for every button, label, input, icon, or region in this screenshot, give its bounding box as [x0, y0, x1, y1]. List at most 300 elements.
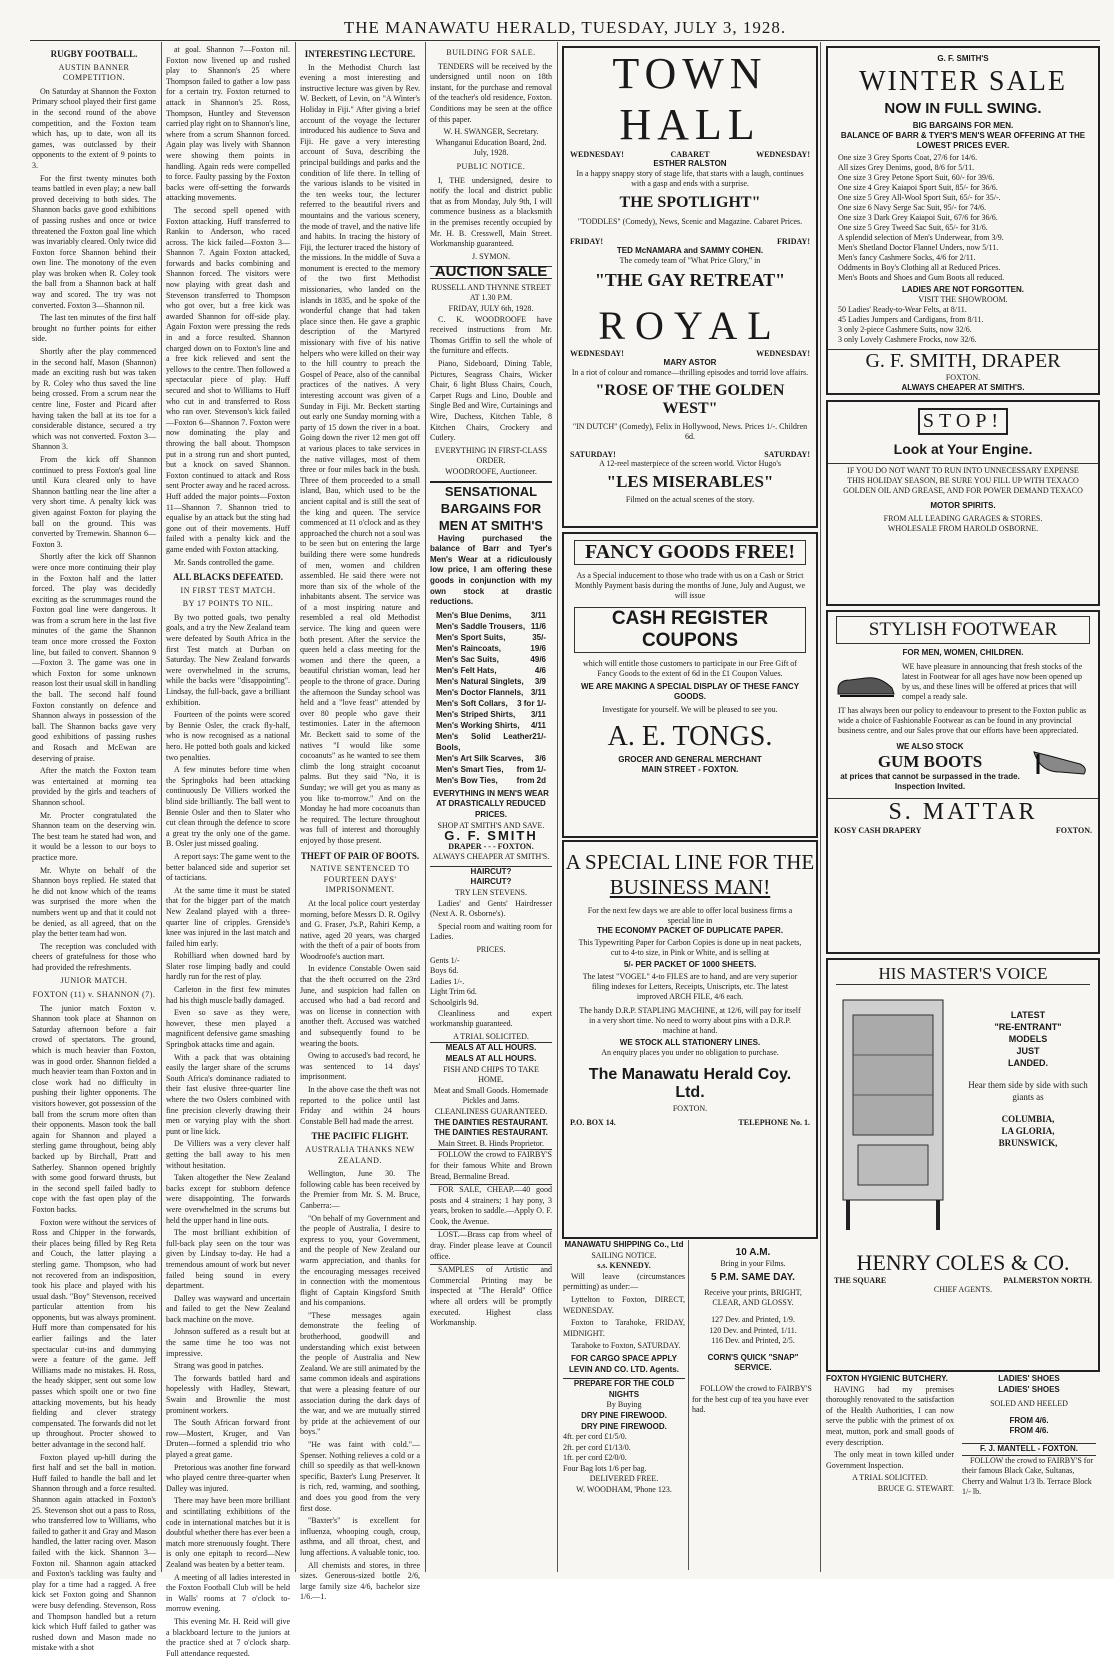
sale-line: A splendid selection of Men's Underwear, from 3/9.	[838, 233, 1004, 242]
item-price: 11/6	[530, 621, 546, 631]
shoes-title: LADIES' SHOES	[998, 1384, 1060, 1394]
paragraph: Fourteen of the points were scored by Bennie Osler, the crack fly-half, who is now recognised as a national hero. He potted both goals and kicked two penalties.	[166, 710, 290, 762]
footwear-title: STYLISH FOOTWEAR	[836, 616, 1090, 644]
tongs-sub: MAIN STREET - FOXTON.	[641, 765, 739, 774]
subheading: BY 17 POINTS TO NIL.	[182, 599, 274, 609]
gfs-label: G. F. SMITH'S	[937, 54, 989, 63]
signature: WOODROOFE, Auctioneer.	[445, 466, 537, 476]
subheading: IN FIRST TEST MATCH.	[180, 585, 276, 595]
item-name: Men's Blue Denims,	[436, 610, 512, 620]
paragraph: Foxton were without the services of Ross and Chipper in the forwards, their places being filled by Reg Reta and Couch, the latter playing a sterling game. Thompson, who had not recovered from an indisposition, took his place and played with his usual dash. "Boy" Stevenson, received particular attention from his opponents, but was always prominent. Huff more than compensated for his earlier failings and the later spectacular cut-ins and dummying were a feature of the game. Jeff Williams made no mistakes. H. Ross, the heady skipper, sent out some low passes which spoilt one or two fine attacking movements, but his heady fielding and clever strategy compensated. The forwards did not let up throughout. Procter showed to better advantage in the second half.	[32, 1217, 156, 1449]
item-price: 35/-	[532, 632, 546, 642]
paragraph: Strang was good in patches.	[174, 1361, 264, 1371]
price-row	[430, 665, 552, 676]
paragraph: Main Street. B. Hinds Proprietor.	[438, 1138, 544, 1148]
headline: ALL BLACKS DEFEATED.	[172, 572, 284, 583]
item-name: Men's Doctor Flannels,	[436, 687, 524, 697]
column-lecture	[300, 45, 420, 1602]
coles-name: HENRY COLES & CO.	[856, 1250, 1070, 1275]
headline: PUBLIC NOTICE.	[456, 161, 526, 171]
ship-title: MANAWATU SHIPPING Co., Ltd	[564, 1240, 684, 1249]
auction-title: AUCTION SALE	[430, 266, 552, 279]
gf-smith-sub: ALWAYS CHEAPER AT SMITH'S.	[432, 852, 550, 862]
paragraph: The junior match Foxton v. Shannon took place at Shannon on Saturday afternoon before a fair crowd of spectators. The ground, which is much heavier than Foxton, was in good order. Shannon fielded a much heavier team than Foxton and in close work had no difficulty in pushing their lighter opponents. The visitors however, got possession of the ball from the scrum more often than their opponents. Mason took the ball again for Shannon and played a sterling game throughout, being ably backed up by Birchall, Pratt and Satherley. Shannon opened brightly with some good forward thrusts, but in the second spell failed badly to cope with the fast open play of the Foxton backs.	[32, 1003, 156, 1214]
wood-price: 4ft. per cord £1/5/0.	[563, 1432, 627, 1442]
special-title: A SPECIAL LINE FOR THE	[565, 850, 815, 874]
herald-contact	[564, 1118, 816, 1127]
price-row	[430, 764, 552, 775]
paragraph: Mr. Sands controlled the game.	[174, 557, 274, 567]
mattar-row	[828, 826, 1098, 835]
paragraph: WHOLESALE FROM HAROLD OSBORNE.	[887, 524, 1039, 533]
sale-line: Men's Boots and Shoes and Gum Boots all reduced.	[838, 273, 1005, 282]
ladies-line-list	[828, 305, 1098, 345]
paragraph: A meeting of all ladies interested in the Foxton Football Club will be held in Walls' rooms at 7 o'clock to-morrow evening.	[166, 1572, 290, 1614]
item-price: 3/11	[530, 709, 546, 719]
gramophone-block	[828, 989, 958, 1246]
prep-title: PREPARE FOR THE COLD NIGHTS	[563, 1378, 685, 1400]
ship-name: s.s. KENNEDY.	[597, 1261, 651, 1271]
column-rule	[425, 42, 426, 1572]
hair-price: Gents 1/-	[430, 955, 460, 965]
price-row	[430, 643, 552, 654]
price-row	[430, 720, 552, 731]
paragraph: Lyttelton to Foxton, DIRECT, WEDNESDAY.	[563, 1294, 685, 1315]
item-name: Men's Striped Shirts,	[436, 709, 516, 719]
paragraph: Bring in your Films.	[720, 1258, 786, 1268]
paragraph: The second spell opened with Foxton attacking. Huff transferred to Rankin to Anderson, who raced across. The kick failed—Foxton 3—Shannon 7. Again Foxton attacked, forwards and backs combining and Shannon forced. The visitors were now playing with great dash and Stevenson transferred to Thompson who got over, but a free kick was awarded Shannon for off-side play. Again Foxton were pressing the reds in and a force resulted. Shannon charged down on to Foxton's line and a free kick relieved and sent the yellows to the centre. Then followed a spectacular piece of play. Huff secured and shot to Williams to Huff who cut in and transferred to Ross who ran over. Stevenson's kick failed—Foxton 6—Shannon 7. Foxton were now dominating the play and throwing the ball about. Thompson put in a strong run and short punted, but a knock on saved Shannon. Foxton continued to attack and Ross sent Procter away and he raced across. Huff added the major points—Foxton 11—Shannon 7. Shannon tried to equalise by an attack but the sting had gone out of their movements. Huff failed with a penalty kick and the game ended with Foxton attacking.	[166, 205, 290, 554]
herald-sub: FOXTON.	[672, 1104, 708, 1113]
paragraph: This Typewriting Paper for Carbon Copies is done up in neat packets, cut to 4-to size, in Pink or White, and is selling at	[578, 938, 802, 957]
paragraph: Four Bag lots 1/6 per bag.	[563, 1463, 647, 1473]
price-row	[430, 632, 552, 643]
item-name: Men's Natural Singlets,	[436, 676, 524, 686]
price-row	[430, 731, 552, 753]
paragraph: Owing to accused's bad record, he was sentenced to 14 days' imprisonment.	[300, 1051, 420, 1082]
masthead-rule	[30, 40, 1100, 41]
item-price: from 1/-	[516, 764, 546, 774]
paragraph: I, THE undersigned, desire to notify the local and district public that as from Monday, July 9th, I will commence business as a blacksmith in the premises recently occupied by Mr. H. B. Cresswell, Main Street. Workmanship guaranteed.	[430, 175, 552, 249]
paragraph: The latest "VOGEL" 4-to FILES are to hand, and are very superior filing indexes for Letters, Receipts, Uniscripts, etc. The latest improved ARCH FILE, 4/6 each.	[582, 972, 798, 1001]
meals-title: MEALS AT ALL HOURS.	[445, 1053, 537, 1063]
paragraph: The South African forward front row—Mostert, Kruger, and Van Druten—formed a splendid trio who played a great game.	[166, 1418, 290, 1459]
paragraph: At the local police court yesterday morning, before Messrs D. R. Ogilvy and G. Fraser, J's.P., Rahiri Kemp, a native, aged 20 years, was charged with the theft of a pair of boots from Woodroofe's auction mart.	[300, 898, 420, 961]
wood-price: 1ft. per cord £2/0/0.	[563, 1453, 627, 1463]
paragraph: Robilliard when downed hard by Slater rose limping badly and could hardly run for the rest of play.	[166, 951, 290, 982]
winter-sale-title: WINTER SALE	[859, 66, 1067, 97]
day-label: WEDNESDAY!	[570, 150, 624, 159]
paragraph: BALANCE OF BARR & TYER'S MEN'S WEAR OFFERING AT THE LOWEST PRICES EVER.	[840, 131, 1086, 150]
price-row	[430, 709, 552, 720]
film-blurb: A 12-reel masterpiece of the screen world. Victor Hugo's	[599, 459, 781, 468]
paragraph: at prices that cannot be surpassed in the trade. Inspection Invited.	[840, 772, 1020, 791]
item-name: Men's Raincoats,	[436, 643, 502, 653]
rival-name: COLUMBIA,	[1001, 1114, 1055, 1124]
paragraph: "On behalf of my Government and the people of Australia, I desire to express to you, your Government, and the people of New Zealand our warm appreciation, and thanks for the encouraging messages received in connection with the momentous flight of Captain Kingsford Smith and his companions.	[300, 1213, 420, 1308]
paragraph: Hear them side by side with such giants as	[968, 1080, 1088, 1102]
paragraph: MODELS	[1008, 1034, 1048, 1044]
paragraph: All chemists and stores, in three sizes. Generous-sized bottle 2/6, large family size 4/6, bachelor size 1/6.—1.	[300, 1560, 420, 1602]
rival-name: BRUNSWICK,	[998, 1138, 1058, 1148]
shoes-title: LADIES' SHOES	[998, 1374, 1060, 1383]
film-title: "LES MISERABLES"	[606, 472, 774, 491]
signature: Whanganui Education Board, 2nd. July, 1928.	[435, 137, 547, 158]
auction-date: FRIDAY, JULY 6th, 1928.	[448, 304, 534, 314]
price-row	[430, 698, 552, 709]
sale-line: One size 3 Grey Petone Sport Suit, 60/- for 39/6.	[838, 173, 995, 182]
day-label: WEDNESDAY!	[756, 150, 810, 159]
paragraph: EVERYTHING IN FIRST-CLASS ORDER.	[434, 445, 548, 466]
special-title: BUSINESS MAN!	[609, 875, 771, 899]
herald-name: The Manawatu Herald Coy. Ltd.	[588, 1066, 792, 1101]
paragraph: FOR MEN, WOMEN, CHILDREN.	[902, 648, 1024, 657]
column-rule	[557, 42, 558, 1572]
item-price: 3/11	[530, 687, 546, 697]
subheading: JUNIOR MATCH.	[60, 976, 128, 986]
star-name: ESTHER RALSTON	[653, 159, 727, 168]
sensational-title: MEN AT SMITH'S	[438, 517, 544, 533]
paragraph: A TRIAL SOLICITED.	[453, 1031, 529, 1041]
star-name: MARY ASTOR	[663, 358, 717, 367]
price-row	[430, 610, 552, 621]
paragraph: Cleanliness and expert workmanship guaranteed.	[430, 1008, 552, 1029]
ladies-line: 45 Ladies Jumpers and Cardigans, from 8/11.	[838, 315, 984, 324]
paragraph: With a pack that was obtaining easily the larger share of the scrums South Africa's dominance radiated to their fast elusive three-quarter line where the two Oslers combined with fine precision cleverly drawing their men or varying play with the short punt or line kick.	[166, 1052, 290, 1136]
day-label: WEDNESDAY!	[570, 349, 624, 358]
royal-ad	[562, 296, 818, 528]
price-row	[430, 687, 552, 698]
tongs-ad	[562, 532, 818, 838]
paragraph: The most brilliant exhibition of full-back play seen on the tour was given by Lindsay to-day. He had a tremendous amount of work but never failed being sound in every department.	[166, 1228, 290, 1291]
mantell-name: F. J. MANTELL - FOXTON.	[962, 1443, 1096, 1455]
column-rule	[161, 42, 162, 1572]
coles-sub: THE SQUARE	[834, 1276, 887, 1285]
paragraph: "These messages again demonstrate the feeling of brotherhood, goodwill and understanding which exist between the people of Australia and New Zealand. We are still animated by the same common ideals and aspirations that were a pleasing feature of our association during the dark days of the war, and we are mutually stirred by pride at the achievement of our boys."	[300, 1310, 420, 1437]
paragraph: SOLED AND HEELED	[990, 1399, 1068, 1409]
paragraph: Having purchased the balance of Barr and Tyer's Men's Wear at a ridiculously low price, I am offering these goods in conjunction with my own stock at drastic reductions.	[430, 533, 552, 607]
day-label: FRIDAY!	[570, 237, 604, 246]
column-rule	[295, 42, 296, 1572]
mattar-name: S. MATTAR	[828, 798, 1098, 826]
sensational-title: BARGAINS FOR	[440, 500, 542, 516]
film-blurb: In a riot of colour and romance—thrilling episodes and torrid love affairs.	[571, 368, 809, 377]
signature: BRUCE G. STEWART.	[877, 1483, 954, 1493]
paragraph: WE ALSO STOCK	[896, 742, 964, 751]
film-time: 5 P.M. SAME DAY.	[711, 1272, 795, 1284]
winter-sale-ad	[826, 46, 1100, 395]
paragraph: at goal. Shannon 7—Foxton nil. Foxton now livened up and rushed play to Shannon's 25 where Thompson failed to gather a low pass for a certain try. Foxton returned to attack in Shannon's 25. Ross, Thompson, Huntley and Stevenson carried play right on to Shannon's line, where from a scrum Shannon forced. Again play was lively with Shannon were showing them points in handling. Again reds were compelled to force. Faulty passing by the Foxton backs were off-setting the forwards attacking movements.	[166, 45, 290, 203]
film-blurb: "TODDLES" (Comedy), News, Scenic and Magazine. Cabaret Prices.	[577, 217, 803, 226]
paragraph: SAMPLES of Artistic and Commercial Printing may be inspected at "The Herald" Office where all orders will be promptly executed. Highest class Workmanship.	[430, 1265, 552, 1328]
paragraph: Receive your prints, BRIGHT, CLEAR, AND GLOSSY.	[704, 1287, 802, 1308]
hair-price: Light Trim 6d.	[430, 987, 477, 997]
paragraph: As a Special inducement to those who trade with us on a Cash or Strict Monthly Payment basis during the months of June, July and August, we will issue	[575, 571, 805, 600]
item-price: 4/11	[530, 720, 546, 730]
paragraph: which will entitle those customers to participate in our Free Gift of Fancy Goods to the extent of 6d in the £1 Coupon Values.	[583, 659, 797, 678]
headline: THE PACIFIC FLIGHT.	[311, 1131, 409, 1142]
item-price: 19/6	[530, 643, 546, 653]
item-name: Men's Saddle Trousers,	[436, 621, 526, 631]
hair-price: Schoolgirls 9d.	[430, 998, 479, 1007]
paragraph: De Villiers was a very clever half getting the ball away to his men without hesitation.	[166, 1139, 290, 1170]
look-title: Look at Your Engine.	[893, 441, 1033, 457]
paragraph: The forwards battled hard and hopelessly with Hadley, Stewart, Swain and Brownlie the most prominent workers.	[166, 1373, 290, 1415]
day-label: WEDNESDAY!	[756, 349, 810, 358]
paragraph: This evening Mr. H. Reid will give a blackboard lecture to the juniors at the practice shed at 7 o'clock sharp. Full attendance requested.	[166, 1616, 290, 1658]
film-price-list	[692, 1315, 814, 1347]
price-row	[430, 753, 552, 764]
paragraph: TENDERS will be received by the undersigned until noon on 18th instant, for the purchase and removal of the teacher's old residence, Foxton. Conditions may be seen at the office of this paper.	[430, 61, 552, 124]
item-price: from 2d	[516, 775, 546, 785]
paragraph: By two potted goals, two penalty goals, and a try the New Zealand team were defeated by South Africa in the first Test match at Durban on Saturday. The New Zealand forwards were overwhelmed in the scrums, while the backs were "disappointing". Lindsay, the full-back, gave a brilliant exhibition.	[166, 612, 290, 707]
item-name: Men's Art Silk Scarves,	[436, 753, 524, 763]
price-list	[430, 610, 552, 786]
wood-price: 2ft. per cord £1/13/0.	[563, 1442, 631, 1452]
item-name: Men's Solid Leather Bools,	[436, 731, 533, 752]
film-price: 116 Dev. and Printed, 2/5.	[711, 1336, 795, 1346]
program-row	[564, 349, 816, 358]
paragraph: Even so save as they were, however, these men played a magnificent defensive game smashing Springbok attacks time and again.	[166, 1008, 290, 1050]
gum-boots-block	[836, 742, 1024, 792]
paragraph: In evidence Constable Owen said that the theft occurred on the 23rd June, and suspicion had fallen on accused who had a bad record and was on license in connection with another theft. Accused was watched and subsequently found to be wearing the boots.	[300, 964, 420, 1048]
item-price: 3/9	[534, 676, 546, 686]
item-price: 4/6	[534, 665, 546, 675]
hmv-ad	[826, 958, 1100, 1372]
day-label: SATURDAY!	[764, 450, 810, 459]
paragraph: Carleton in the first few minutes had his thigh muscle badly damaged.	[166, 985, 290, 1005]
meals-title: MEALS AT ALL HOURS.	[430, 1042, 552, 1054]
paragraph: Foxton played up-hill during the first half and set the ball in motion. Huff failed to handle the ball and let Shannon through and a force resulted. Shannon again attacked in Foxton's 25. Stevenson shot out a pass to Ross, who transferred low to Williams, who failed to gather it and Gray and Mason handled, the latter racing over. Mason failed with the kick. Shannon 3—Foxton nil. Shannon again attacked and Foxton's tackling was faulty and play for a time had a ragged. A free kick set Foxton going and Shannon were busy defending. Stevenson, Ross and Thompson handled but a return kick which Huff failed to gather was rushed down and Mason made no mistake with a shot	[32, 1452, 156, 1653]
footwear-row	[828, 658, 1098, 706]
column-all-blacks	[166, 45, 290, 1658]
film-price: 120 Dev. and Printed, 1/11.	[709, 1325, 797, 1335]
shoes-ad	[962, 1374, 1096, 1574]
item-name: Men's Working Shirts,	[436, 720, 520, 730]
day-label: CABARET	[670, 150, 710, 159]
mattar-sub: FOXTON.	[1055, 826, 1092, 835]
signature: W. H. SWANGER, Secretary.	[443, 127, 539, 137]
sale-line: Men's fancy Cashmere Socks, 4/6 for 2/11.	[838, 253, 976, 262]
paragraph: FOLLOW the crowd to FAIRBY'S for their famous Black Cake, Sultanas, Cherry and Walnut 1/3 lb. Terrace Block 1/- lb.	[962, 1455, 1096, 1498]
footwear-ad	[826, 610, 1100, 954]
sale-line: One size 3 Grey Sports Coat, 27/6 for 14/6.	[838, 153, 978, 162]
subheading: NATIVE SENTENCED TO FOURTEEN DAYS' IMPRISONMENT.	[310, 864, 410, 895]
paragraph: The handy D.R.P. STAPLING MACHINE, at 12/6, will pay for itself in a very short time. No need to worry about pins with a D.R.P. machine at hand.	[579, 1006, 801, 1035]
sale-line: One size 4 Grey Kaiapoi Sport Suit, 85/- for 36/6.	[838, 183, 998, 192]
subheading: AUSTIN BANNER COMPETITION.	[58, 62, 130, 83]
tongs-name: A. E. TONGS.	[607, 721, 773, 752]
mattar-sub: KOSY CASH DRAPERY	[834, 826, 922, 835]
paragraph: A TRIAL SOLICITED.	[852, 1473, 928, 1483]
gum-boots-title: GUM BOOTS	[877, 752, 983, 771]
paragraph: In the above case the theft was not reported to the police until last Friday and within 24 hours Constable Bell had made the arrest.	[300, 1085, 420, 1126]
paragraph: DELIVERED FREE.	[589, 1474, 659, 1484]
paragraph: For the next few days we are able to offer local business firms a special line in	[587, 906, 793, 925]
paragraph: FOLLOW the crowd to FAIRBY'S for their famous White and Brown Bread, Bermaline Bread.	[430, 1150, 552, 1181]
telephone: TELEPHONE No. 1.	[738, 1118, 810, 1127]
sens-foot: EVERYTHING IN MEN'S WEAR AT DRASTICALLY REDUCED PRICES.	[433, 788, 549, 819]
film-blurb: "IN DUTCH" (Comedy), Felix in Hollywood, News. Prices 1/-. Children 6d.	[572, 422, 808, 441]
herald-stationery-ad	[562, 840, 818, 1239]
hair-price: Boys 6d.	[430, 966, 459, 976]
dainties-title: THE DAINTIES RESTAURANT.	[434, 1128, 548, 1138]
sale-line: One size 5 Grey Tweed Sac Suit, 65/- for 31/6.	[838, 223, 988, 232]
ladies-shoe-icon	[1030, 742, 1090, 782]
haircut-title: HAIRCUT?	[470, 877, 512, 887]
paragraph: Meat and Small Goods. Homemade Pickles and Jams.	[433, 1085, 549, 1106]
film-time: 10 A.M.	[735, 1247, 771, 1258]
item-price: 3/11	[530, 610, 546, 620]
swing-title: NOW IN FULL SWING.	[884, 100, 1042, 117]
hair-price: Ladies 1/-.	[430, 976, 465, 986]
headline: INTERESTING LECTURE.	[304, 49, 416, 59]
cash-title: CASH REGISTER COUPONS	[574, 607, 806, 653]
paragraph: THE ECONOMY PACKET OF DUPLICATE PAPER.	[596, 926, 784, 935]
coles-sub: PALMERSTON NORTH.	[1003, 1276, 1092, 1285]
paragraph: JUST	[1016, 1046, 1040, 1056]
sale-line: Oddments in Boy's Clothing all at Reduced Prices.	[838, 263, 1001, 272]
paragraph: Piano, Sideboard, Dining Table, Pictures, Seagrass Chairs, Wicker Chair, 6 light Bluss Chairs, Couch, Carpet Rugs and Lino, Double and Single Bed and Wire, Curtainings and Wire, Duchess, Kitchen Table, 8 Kitchen Chairs, Crockery and Cutlery.	[430, 359, 552, 443]
paragraph: Taken altogether the New Zealand backs except for stubborn defence were disappointing. The forwards were overwhelmed in the scrums but held the upper hand in line outs.	[166, 1173, 290, 1225]
paragraph: CHIEF AGENTS.	[933, 1285, 993, 1294]
paragraph: IT has always been our policy to endeavour to present to the Foxton public as wide a choice of Fashionable Footwear as can be found in any provincial business centre, and our Sales prove that our efforts have been appreciated.	[838, 706, 1087, 735]
paragraph: Johnson suffered as a result but at the same time he too was not impressive.	[166, 1327, 290, 1358]
film-blurb: The comedy team of "What Price Glory," in	[619, 256, 761, 265]
paragraph: BIG BARGAINS FOR MEN.	[912, 121, 1014, 130]
fancy-title: FANCY GOODS FREE!	[574, 540, 806, 565]
item-name: Men's Soft Collars,	[436, 698, 508, 708]
paragraph: After the match the Foxton team was entertained at morning tea provided by the girls and teachers of Shannon school.	[32, 766, 156, 807]
item-price: 49/6	[530, 654, 546, 664]
paragraph: Mr. Procter congratulated the Shannon team on the deserving win. The best team he stated had won, and it would be a lesson to our boys to practice more.	[32, 810, 156, 862]
sensational-title: SENSATIONAL	[444, 483, 538, 499]
sale-line: One size 5 Grey All-Wool Sport Suit, 65/- for 35/-.	[838, 193, 1001, 202]
subheading: FOXTON (11) v. SHANNON (7).	[32, 990, 156, 1000]
paragraph: A report says: The game went to the better balanced side and superior set of tacticians.	[166, 851, 290, 883]
film-service	[692, 1240, 814, 1570]
film-blurb: In a happy snappy story of stage life, that starts with a laugh, continues with a gasp and ends with a surprise.	[576, 169, 804, 188]
gf-smith-sub: DRAPER - - - FOXTON.	[448, 841, 534, 851]
paragraph: ALWAYS CHEAPER AT SMITH'S.	[901, 383, 1025, 392]
subheading: AUSTRALIA THANKS NEW ZEALAND.	[305, 1144, 415, 1165]
rival-list	[958, 1113, 1098, 1149]
paragraph: WE have pleasure in announcing that fresh stocks of the latest in Footwear for all ages have now been opened up by us, and these lines will be offered at prices that will compel a ready sale.	[902, 662, 1083, 701]
item-name: Men's Sport Suits,	[436, 632, 506, 642]
paragraph: FISH AND CHIPS TO TAKE HOME.	[443, 1064, 539, 1085]
prices-heading: PRICES.	[476, 945, 506, 955]
price-row	[430, 621, 552, 632]
hmv-title: HIS MASTER'S VOICE	[836, 964, 1090, 985]
paragraph: 5/- PER PACKET OF 1000 SHEETS.	[623, 960, 757, 969]
ladies-line: 3 only 2-piece Cashmere Suits, now 32/6.	[838, 325, 972, 334]
headline: RUGBY FOOTBALL.	[50, 49, 138, 59]
coles-row	[828, 1276, 1098, 1285]
paragraph: LOST.—Brass cap from wheel of dray. Finder please leave at Council office.	[430, 1230, 552, 1261]
paragraph: HAVING had my premises thoroughly renovated to the satisfaction of the Health Authorities, I can now serve the public with the primest of ox meat, mutton, pork and small goods of every description.	[826, 1384, 954, 1447]
gum-boots-row	[828, 736, 1098, 798]
paragraph: On Saturday at Shannon the Foxton Primary school played their first game in the second round of the above competition, and the Foxton team which has, up to date, won all its games, was outclassed by their opponents to the extent of 9 points to 3.	[32, 86, 156, 170]
paragraph: FROM ALL LEADING GARAGES & STORES.	[883, 514, 1043, 523]
program-row	[564, 450, 816, 459]
signature: J. SYMON.	[471, 251, 510, 261]
paragraph: Foxton to Tarahoke, FRIDAY, MIDNIGHT.	[563, 1318, 685, 1338]
program-row	[564, 150, 816, 159]
hmv-text	[958, 989, 1098, 1246]
column-classifieds	[430, 45, 552, 1570]
paragraph: At the same time it must be stated that for the bigger part of the match New Zealand played with a three-quarter line of cripples. Grenside's knee was injured in the last match and failed him early.	[166, 885, 290, 948]
paragraph: DRY PINE FIREWOOD.	[581, 1421, 667, 1431]
paragraph: Mr. Whyte on behalf of the Shannon boys replied. He stated that he did not know which of the teams was surprised the more when the numbers went up and that it could not be denied, as all agreed, that on the play the better team had won.	[32, 865, 156, 939]
column-rule	[820, 42, 821, 1572]
ship-sub: SAILING NOTICE.	[591, 1250, 657, 1260]
sale-line-list	[828, 151, 1098, 285]
paragraph: "He was faint with cold."—Spenser. Nothing relieves a cold or a chill so speedily as that well-known specific, Baxter's Lung Preserver. It is rich, red, warming, and soothing, and does you good from the very first dose.	[300, 1440, 420, 1513]
paragraph: FOR CARGO SPACE APPLY LEVIN AND CO. LTD. Agents.	[569, 1353, 679, 1374]
item-price: 3 for 1/-	[517, 698, 546, 708]
ladies-line: 50 Ladies' Ready-to-Wear Felts, at 8/11.	[838, 305, 967, 314]
item-name: Men's Sac Suits,	[436, 654, 499, 664]
film-title: "ROSE OF THE GOLDEN WEST"	[595, 382, 785, 417]
paragraph: The last ten minutes of the first half brought no further points for either side.	[32, 313, 156, 344]
paragraph: Tarahoke to Foxton, SATURDAY.	[571, 1341, 681, 1351]
paragraph: MOTOR SPIRITS.	[930, 501, 996, 510]
paragraph: VISIT THE SHOWROOM.	[918, 295, 1008, 304]
paragraph: Pretorious was another fine forward who played centre three-quarter when Dalley was injured.	[166, 1462, 290, 1493]
program-row	[564, 237, 816, 246]
item-price: 21/-	[532, 731, 546, 741]
sale-line: One size 3 Dark Grey Kaiapoi Suit, 67/6 for 36/6.	[838, 213, 998, 222]
day-label: FRIDAY!	[776, 237, 810, 246]
hmv-body	[828, 989, 1098, 1246]
butchery-title: FOXTON HYGIENIC BUTCHERY.	[826, 1374, 948, 1383]
paragraph: WE ARE MAKING A SPECIAL DISPLAY OF THESE FANCY GOODS.	[580, 682, 800, 701]
paragraph: DRY PINE FIREWOOD.	[581, 1410, 667, 1420]
haircut-title: HAIRCUT?	[430, 866, 552, 878]
paragraph: FOXTON.	[945, 373, 981, 382]
paragraph: IF YOU DO NOT WANT TO RUN INTO UNNECESSARY EXPENSE THIS HOLIDAY SEASON, BE SURE YOU FILL UP WITH TEXACO GOLDEN OIL AND GREASE, AND FOR POWER DEMAND TEXACO	[828, 463, 1098, 498]
price-row	[430, 654, 552, 665]
film-price: 127 Dev. and Printed, 1/9.	[711, 1314, 795, 1324]
paragraph: LANDED.	[1008, 1058, 1048, 1068]
paragraph: An enquiry places you under no obligation to purchase.	[601, 1048, 779, 1057]
po-box: P.O. BOX 14.	[570, 1118, 616, 1127]
gf-draper-name: G. F. SMITH, DRAPER	[828, 349, 1098, 373]
butchery-ad	[826, 1374, 954, 1574]
paragraph: LADIES ARE NOT FORGOTTEN.	[902, 285, 1024, 294]
sale-line: All sizes Grey Denims, good, 8/6 for 5/11.	[838, 163, 975, 172]
paragraph: FROM 4/6.	[1009, 1415, 1049, 1425]
paragraph: LATEST	[1010, 1010, 1046, 1020]
paragraph: The reception was concluded with cheers of gratefulness for those who had provided the refreshments.	[32, 941, 156, 972]
headline: THEFT OF PAIR OF BOOTS.	[300, 850, 420, 861]
sale-line: Men's Shetland Doctor Flannel Unders, now 5/11.	[838, 243, 999, 252]
day-label: SATURDAY!	[570, 450, 616, 459]
paragraph: Wellington, June 30. The following cable has been received by the Premier from Mr. S. M. Bruce, Canberra:—	[300, 1169, 420, 1210]
paragraph: From the kick off Shannon continued to press Foxton's goal line until Kura cleared only to have Shannon battling near the line after a very short time. A penalty kick was given against Foxton for playing the ball on the ground. This was converted by Tremewin. Shannon 6—Foxton 3.	[32, 454, 156, 549]
paragraph: Ladies' and Gents' Hairdresser (Next A. R. Osborne's).	[430, 898, 552, 919]
wood-price-list	[563, 1432, 685, 1464]
ladies-line: 3 only Lovely Cashmere Frocks, now 32/6.	[838, 335, 977, 344]
paragraph: "Baxter's" is excellent for influenza, whooping cough, croup, asthma, and all throat, chest, and lung affections. A valuable tonic, too.	[300, 1516, 420, 1557]
paragraph: In the Methodist Church last evening a most interesting and instructive lecture was given by Rev. W. Beckett, of Levin, on "A Winter's Holiday in Fiji." After giving a brief account of the voyage the lecturer introduced his audience to Suva and Fiji. He gave a very interesting account of Suva, describing the principal buildings and parks and the condition of life there. In telling of the various islands to be visited in the ten weeks tour, the lecturer referred to the beautiful rivers and mountains and the various scenery, the mode of travel, and the native life and habits. In tracing the history of Fiji, the lecturer traced the history of the missions. In the middle of Suva a monument is erected to the memory of the two first Methodist missionaries, who landed on the islands in 1835, and he spoke of the wonderful change that had taken place since then. He gave a graphic description of the Martyred missionary with five of his native helpers who were killed on their way to the hill country to preach the Gospel of Peace, also of the cannibal practices of the natives. A very interesting account was given of a Sunday in Fiji. Mr. Beckett starting out early one Sunday morning with a party of 15 down the river in a boat. Going down the river 12 men got off at various places to take services in the native villages, most of them three or four miles back in the bush. Three of them proceeded to a small island, Bau, which used to be the ancient capital and is still the seat of the king and queen. The service commenced at 11 o'clock and as they approached the church not a soul was to be seen but on entering the large building there were some hundreds of men, women and children assembled. He said there were not more than six of the whole of the inhabitants absent. The service was of a most inspiring nature and resembled a real old Methodist service. The king and queen were both present. After the service the queen held a class meeting for the women and there the queen, a beautiful christian woman, lead her people to the throne of grace. During the afternoon the Sunday school was held and a "love feast" attended by over 80 people who gave their testimonies. Later in the afternoon Mr. Beckett said to some of the natives "I would like some cocoanuts" as he wanted to see them climb the long straight cocoanut palms. But they said "No, it is Sunday; we will get you as many as you like to-morrow." And on the Monday he had more cocoanuts than he required. The lecture throughout was full of interest and thoroughly enjoyed by those present.	[300, 62, 420, 845]
price-row	[430, 676, 552, 687]
rival-name: LA GLORIA,	[1001, 1126, 1055, 1136]
tongs-sub: GROCER AND GENERAL MERCHANT	[618, 755, 762, 764]
paragraph: C. K. WOODROOFE have received instructions from Mr. Thomas Griffin to sell the whole of the furniture and effects.	[430, 314, 552, 356]
hair-price-list	[430, 956, 552, 1009]
paragraph: Shortly after the kick off Shannon were once more continuing their play in the Foxton half and the latter forced. The play was decidedly exciting as the scrummages round the Foxton goal line were dangerous. It was from a scrum here in the last five minutes of the game the Shannon team once more crossed the Foxton line, but failed to convert. Shannon 9—Foxton 3. The game was one in which Foxton for some unknown reason lost their usual skill in handling the ball. The second half found Foxton constantly on defence and Shannon always in possession of the ball. The Shannon backs gave very good exhibitions of passing rushes and Rosach and McEwan are deserving of praise.	[32, 552, 156, 763]
star-name: TED McNAMARA and SAMMY COHEN.	[616, 246, 764, 255]
